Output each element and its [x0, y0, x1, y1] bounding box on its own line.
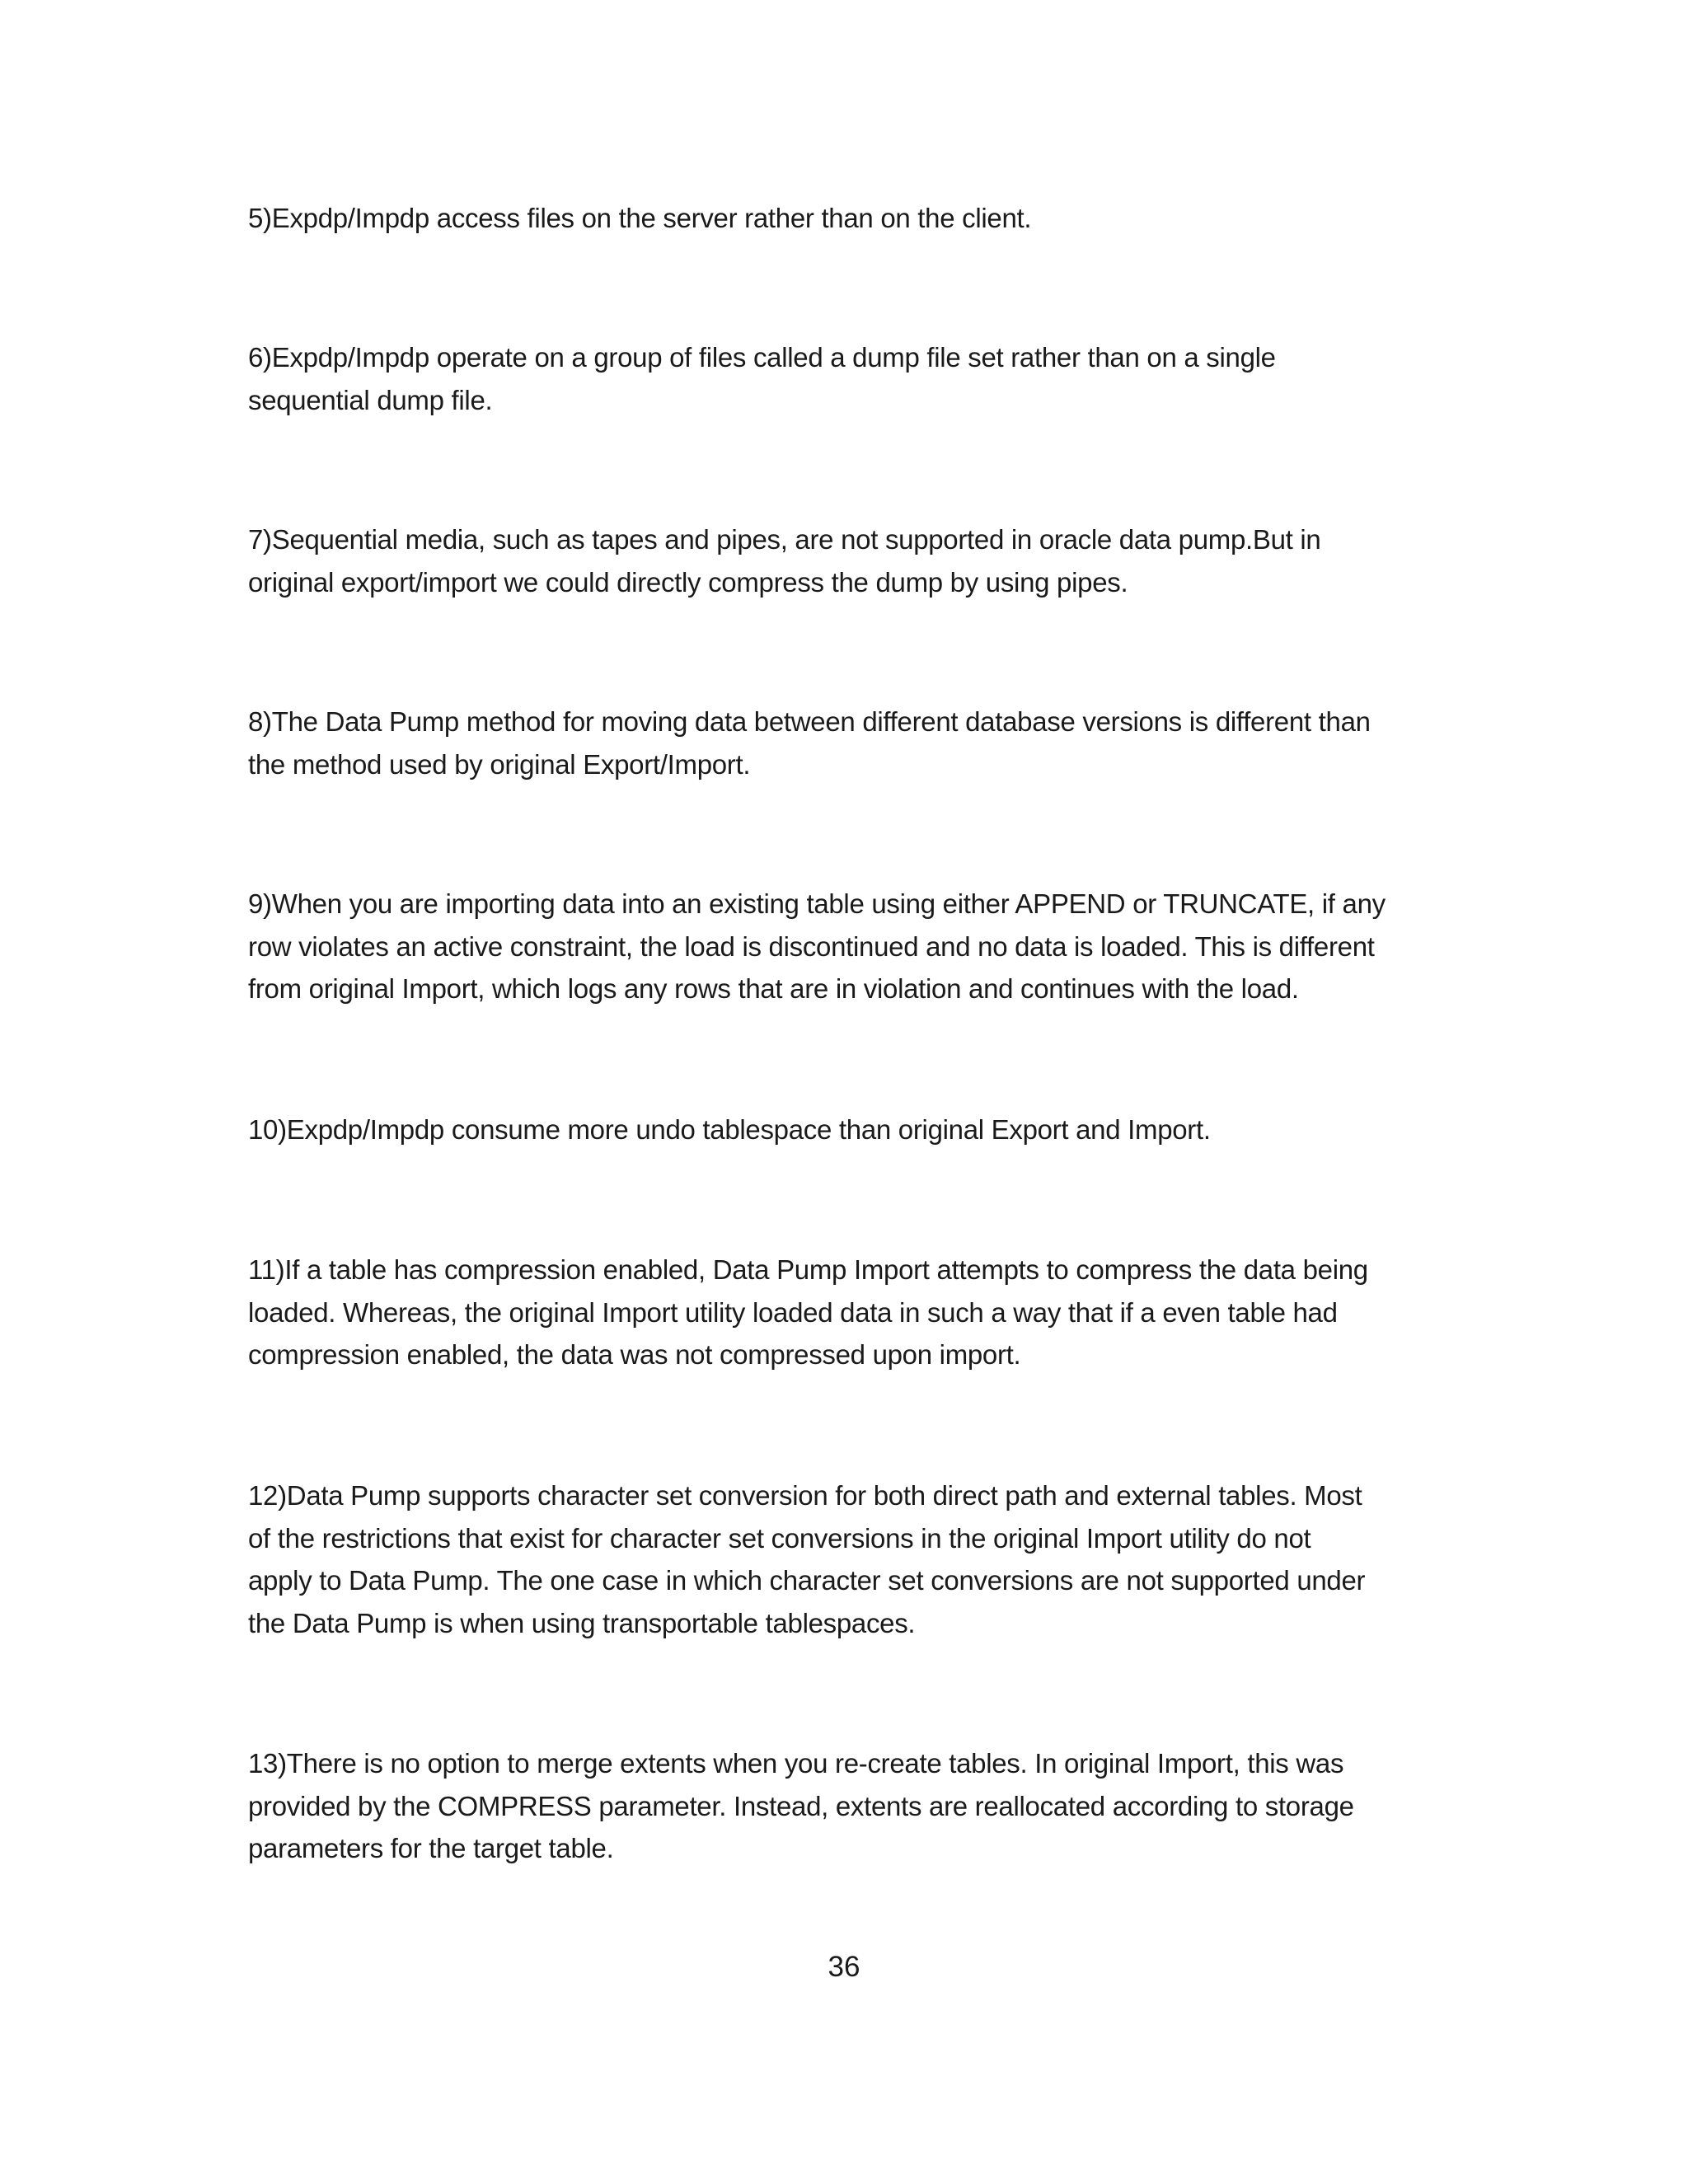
paragraph-line: compression enabled, the data was not compressed upon import.: [248, 1339, 1021, 1370]
paragraph-line: row violates an active constraint, the load is discontinued and no data is loaded. This is different: [248, 930, 1375, 962]
paragraph-item-11: [248, 1249, 1460, 1376]
paragraph-line: 12)Data Pump supports character set conversion for both direct path and external tables. Most: [248, 1480, 1362, 1511]
paragraph-line: 6)Expdp/Impdp operate on a group of files called a dump file set rather than on a single: [248, 342, 1276, 373]
paragraph-line: 5)Expdp/Impdp access files on the server rather than on the client.: [248, 203, 1032, 233]
paragraph-line: original export/import we could directly compress the dump by using pipes.: [248, 566, 1128, 598]
paragraph-line: 7)Sequential media, such as tapes and pipes, are not supported in oracle data pump.But in: [248, 524, 1321, 555]
paragraph-line: the method used by original Export/Import.: [248, 748, 751, 780]
paragraph-line: of the restrictions that exist for character set conversions in the original Import utility do not: [248, 1522, 1311, 1554]
paragraph-line: 13)There is no option to merge extents when you re-create tables. In original Import, this was: [248, 1748, 1344, 1779]
page-number: 36: [828, 1951, 860, 1983]
paragraph-line: parameters for the target table.: [248, 1833, 614, 1863]
paragraph-line: 11)If a table has compression enabled, Data Pump Import attempts to compress the data being: [248, 1254, 1368, 1285]
paragraph-line: the Data Pump is when using transportable tablespaces.: [248, 1607, 916, 1638]
paragraph-line: from original Import, which logs any rows that are in violation and continues with the load.: [248, 973, 1299, 1004]
paragraph-item-6: [248, 336, 1460, 421]
paragraph-item-9: [248, 883, 1460, 1010]
paragraph-line: loaded. Whereas, the original Import utility loaded data in such a way that if a even table had: [248, 1296, 1338, 1328]
paragraph-line: 9)When you are importing data into an existing table using either APPEND or TRUNCATE, if any: [248, 888, 1386, 919]
paragraph-line: apply to Data Pump. The one case in which character set conversions are not supported under: [248, 1565, 1366, 1596]
paragraph-item-10: [248, 1108, 1460, 1151]
paragraph-item-8: [248, 701, 1460, 785]
paragraph-item-5: [248, 197, 1460, 240]
paragraph-line: 8)The Data Pump method for moving data between different database versions is different than: [248, 706, 1371, 737]
paragraph-line: 10)Expdp/Impdp consume more undo tablespace than original Export and Import.: [248, 1114, 1211, 1145]
paragraph-item-12: [248, 1474, 1460, 1644]
paragraph-item-7: [248, 518, 1460, 603]
paragraph-item-13: [248, 1742, 1460, 1870]
paragraph-line: sequential dump file.: [248, 384, 493, 415]
paragraph-line: provided by the COMPRESS parameter. Instead, extents are reallocated according to storage: [248, 1790, 1354, 1821]
